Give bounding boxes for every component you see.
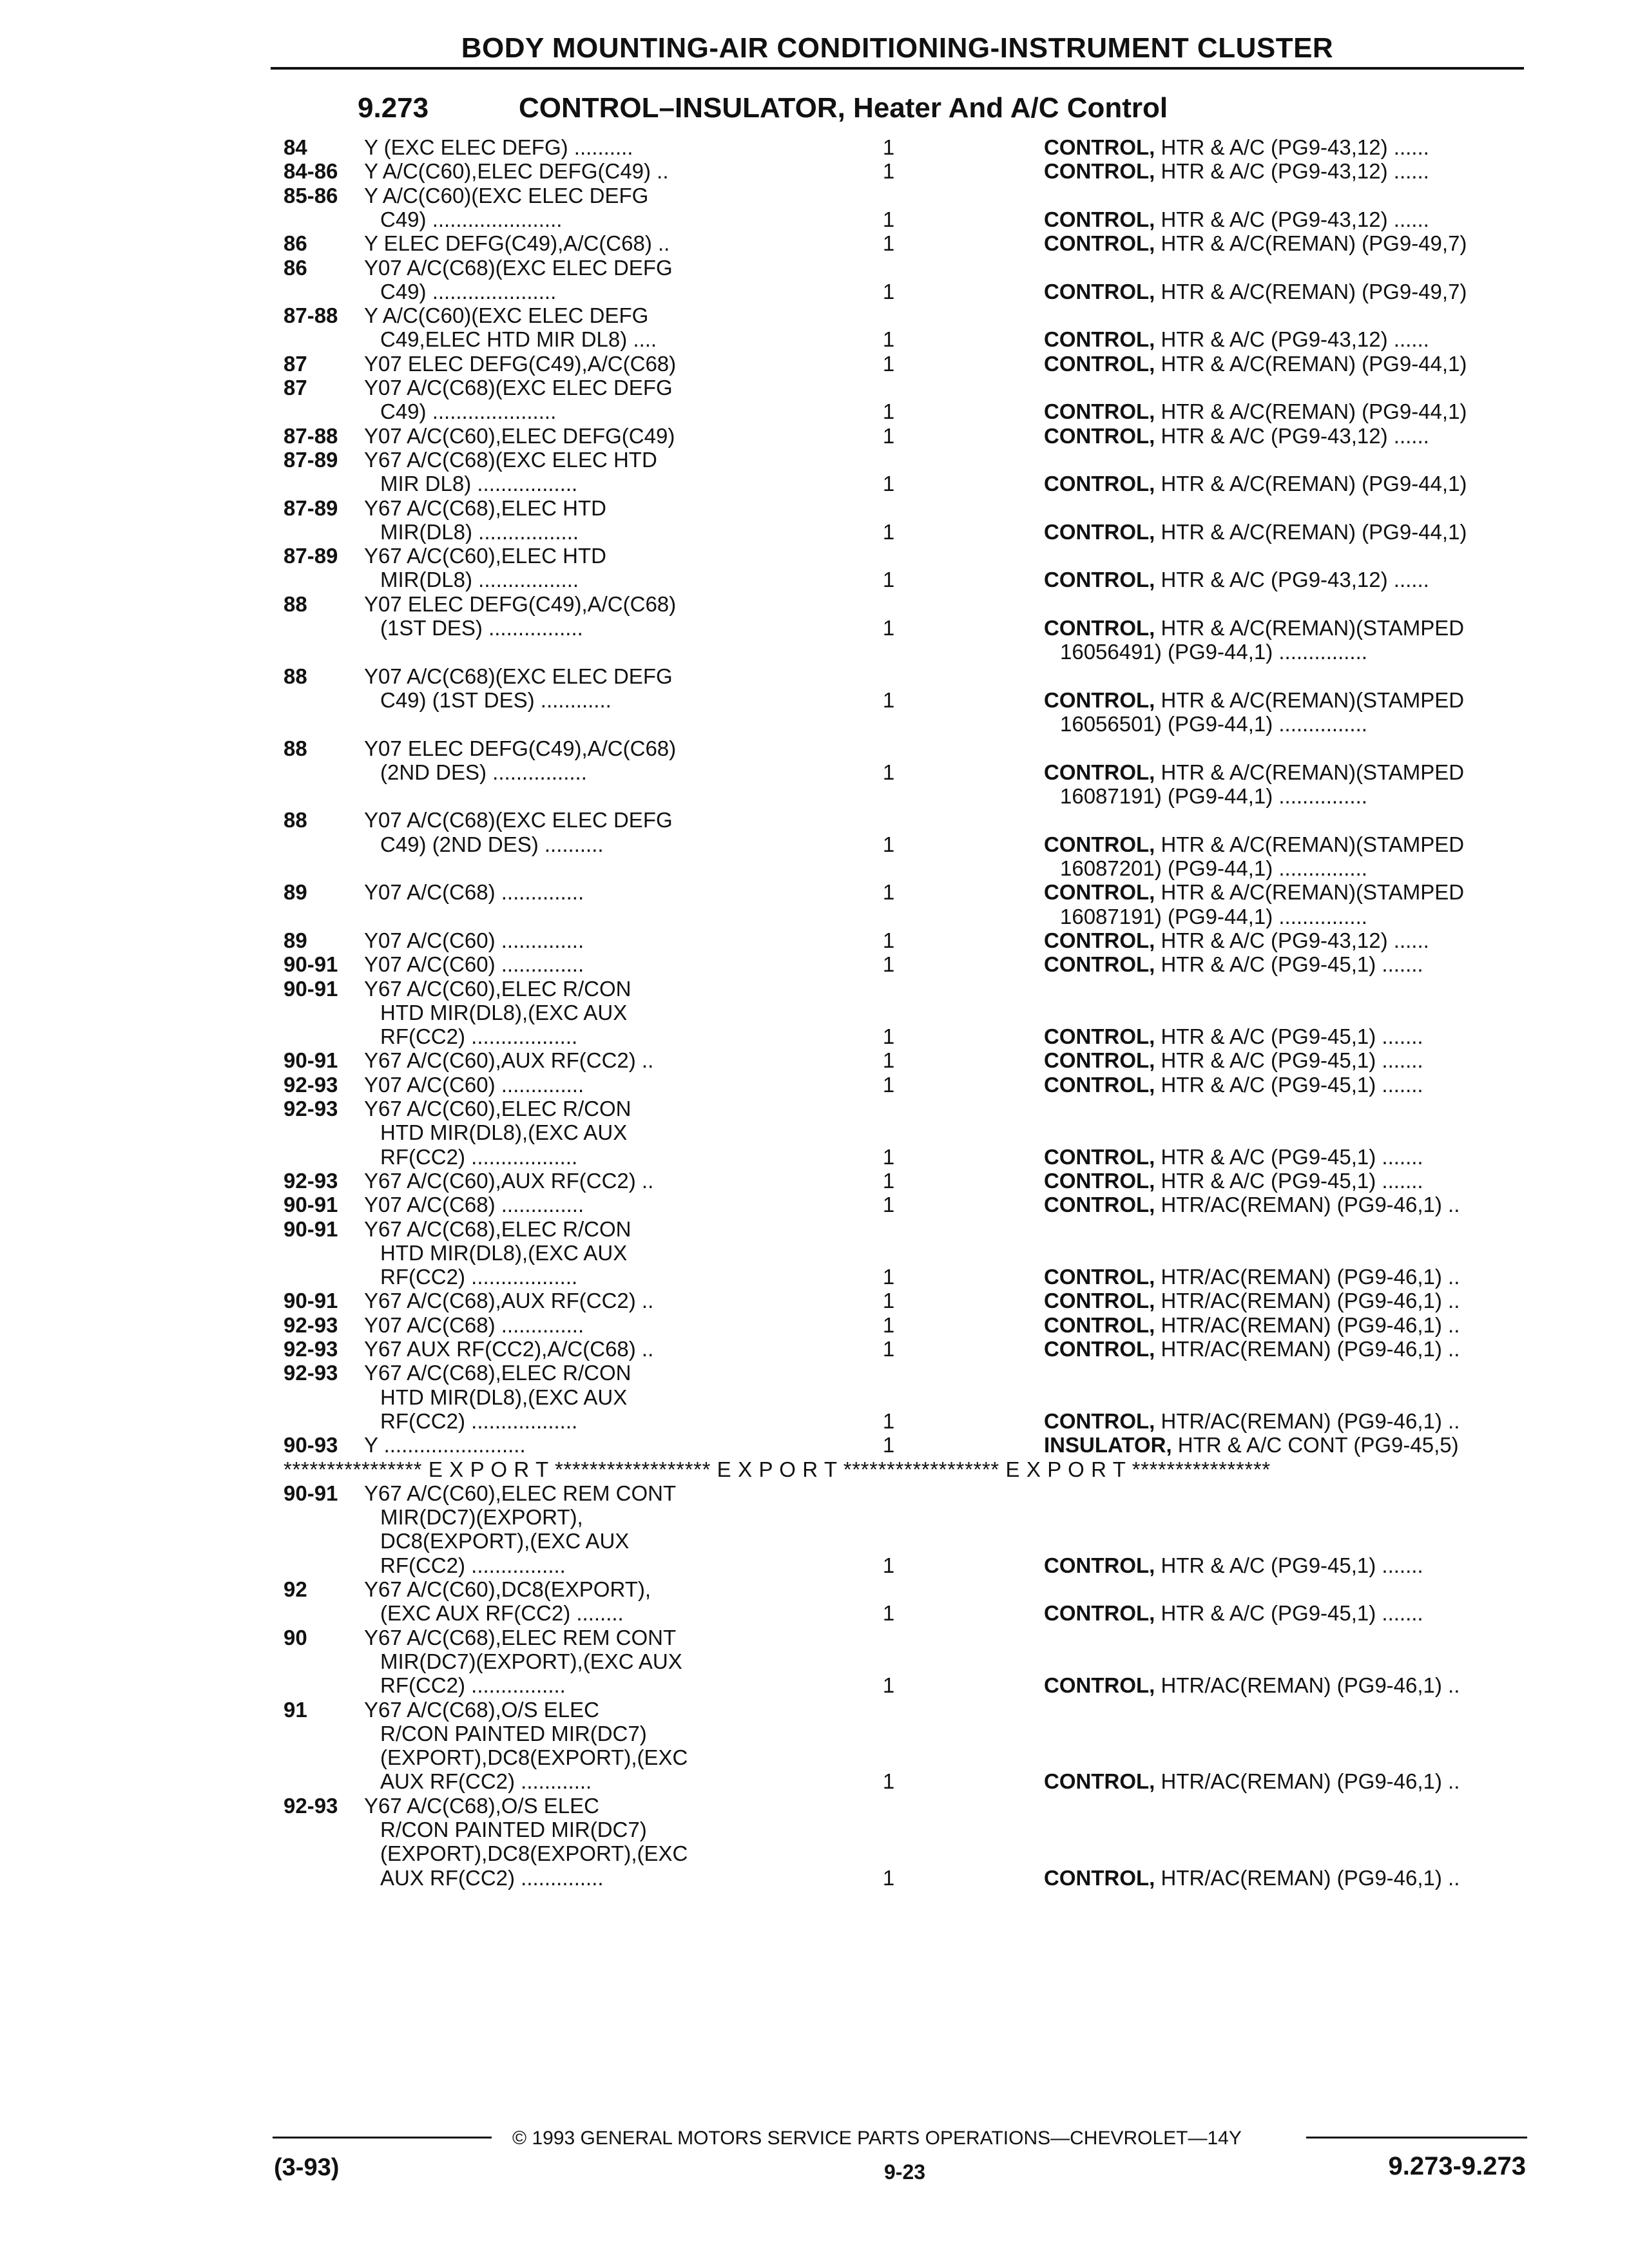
quantity: 1: [882, 519, 895, 544]
quantity: 1: [882, 1673, 895, 1698]
application-description: MIR(DC7)(EXPORT),(EXC AUX: [380, 1649, 682, 1673]
application-description: (EXPORT),DC8(EXPORT),(EXC: [380, 1841, 688, 1866]
model-years: 86: [284, 255, 307, 280]
part-name-keyword: CONTROL,: [1044, 687, 1155, 712]
part-name-keyword: CONTROL,: [1044, 1024, 1155, 1049]
application-description: Y (EXC ELEC DEFG) ..........: [364, 135, 633, 159]
application-description: (EXPORT),DC8(EXPORT),(EXC: [380, 1745, 688, 1770]
application-description: C49) ......................: [380, 207, 563, 231]
part-name: [1044, 616, 1464, 640]
application-description: MIR(DL8) .................: [380, 519, 579, 544]
part-name-keyword: CONTROL,: [1044, 327, 1155, 352]
part-name: [1044, 1601, 1423, 1626]
part-name: [1044, 1433, 1459, 1457]
part-name-detail: HTR & A/C(REMAN) (PG9-44,1): [1161, 399, 1467, 424]
quantity: 1: [882, 207, 895, 231]
model-years: 92-93: [284, 1097, 338, 1120]
quantity: 1: [882, 616, 895, 640]
model-years: 90-91: [284, 1216, 338, 1241]
application-description: Y67 A/C(C68),O/S ELEC: [364, 1793, 599, 1818]
quantity: 1: [882, 760, 895, 784]
part-name: [1044, 1073, 1423, 1097]
quantity: 1: [882, 1337, 895, 1361]
application-description: Y67 A/C(C68),ELEC R/CON: [364, 1361, 631, 1385]
part-name-detail: HTR & A/C (PG9-43,12) ......: [1161, 423, 1429, 448]
part-name-detail: HTR/AC(REMAN) (PG9-46,1) ..: [1161, 1408, 1460, 1433]
quantity: 1: [882, 472, 895, 496]
part-name: [1044, 1553, 1423, 1578]
part-name: [1044, 952, 1423, 977]
model-years: 90-91: [284, 1289, 338, 1313]
part-name-keyword: CONTROL,: [1044, 1553, 1155, 1577]
part-name-keyword: CONTROL,: [1044, 1769, 1155, 1794]
part-name-detail: HTR & A/C (PG9-43,12) ......: [1161, 135, 1429, 159]
application-description: C49,ELEC HTD MIR DL8) ....: [380, 327, 657, 352]
part-name: [1044, 688, 1464, 713]
quantity: 1: [882, 568, 895, 592]
part-name: [1044, 1169, 1423, 1193]
model-years: 88: [284, 664, 307, 688]
application-description: Y67 A/C(C60),ELEC R/CON: [364, 1097, 631, 1120]
model-years: 87-89: [284, 544, 338, 568]
quantity: 1: [882, 159, 895, 184]
model-years: 90-93: [284, 1433, 338, 1457]
header-title: BODY MOUNTING-AIR CONDITIONING-INSTRUMENT CLUSTER: [461, 32, 1334, 64]
part-name-detail: HTR & A/C CONT (PG9-45,5): [1177, 1433, 1459, 1457]
part-name-keyword: CONTROL,: [1044, 1144, 1155, 1169]
footer-rule-left: [273, 2137, 492, 2138]
part-name-detail: HTR & A/C(REMAN) (PG9-49,7): [1161, 231, 1467, 256]
part-name-detail: HTR & A/C(REMAN) (PG9-44,1): [1161, 519, 1467, 544]
model-years: 90-91: [284, 1193, 338, 1217]
application-description: AUX RF(CC2) ..............: [380, 1865, 604, 1890]
quantity: 1: [882, 351, 895, 376]
part-name: [1044, 760, 1464, 785]
part-name-keyword: CONTROL,: [1044, 519, 1155, 544]
application-description: Y A/C(C60)(EXC ELEC DEFG: [364, 183, 649, 207]
part-name-detail: HTR/AC(REMAN) (PG9-46,1) ..: [1161, 1289, 1460, 1313]
quantity: 1: [882, 1024, 895, 1049]
quantity: 1: [882, 1265, 895, 1289]
quantity: 1: [882, 687, 895, 712]
part-name-detail: HTR & A/C (PG9-45,1) .......: [1161, 1168, 1423, 1193]
model-years: 92-93: [284, 1361, 338, 1385]
application-description: Y07 A/C(C60) ..............: [364, 952, 584, 977]
quantity: 1: [882, 1168, 895, 1193]
part-name-detail: HTR/AC(REMAN) (PG9-46,1) ..: [1161, 1865, 1460, 1890]
application-description: Y67 A/C(C60),AUX RF(CC2) ..: [364, 1168, 654, 1193]
application-description: Y67 A/C(C68),ELEC REM CONT: [364, 1625, 677, 1649]
quantity: 1: [882, 279, 895, 303]
quantity: 1: [882, 1433, 895, 1457]
application-description: Y07 A/C(C60),ELEC DEFG(C49): [364, 423, 675, 448]
part-name-detail: HTR & A/C (PG9-45,1) .......: [1161, 1072, 1423, 1097]
part-name: [1044, 928, 1429, 953]
quantity: 1: [882, 1072, 895, 1097]
application-description: Y67 A/C(C60),DC8(EXPORT),: [364, 1577, 651, 1601]
model-years: 87: [284, 351, 307, 376]
part-name: [1044, 832, 1464, 857]
part-name-detail: HTR & A/C(REMAN)(STAMPED: [1161, 687, 1465, 712]
part-name-detail: HTR & A/C (PG9-45,1) .......: [1161, 1144, 1423, 1169]
part-name-keyword: CONTROL,: [1044, 207, 1155, 231]
footer-rule-right: [1306, 2137, 1527, 2138]
quantity: 1: [882, 952, 895, 977]
application-description: Y67 A/C(C60),ELEC REM CONT: [364, 1481, 677, 1505]
control-description-continued: 16087191) (PG9-44,1) ...............: [1060, 784, 1367, 809]
application-description: Y07 A/C(C68)(EXC ELEC DEFG: [364, 808, 673, 832]
application-description: Y67 A/C(C68),AUX RF(CC2) ..: [364, 1289, 654, 1313]
footer-copyright: © 1993 GENERAL MOTORS SERVICE PARTS OPERATIONS—CHEVROLET—14Y: [512, 2128, 1242, 2149]
application-description: MIR DL8) .................: [380, 472, 578, 496]
application-description: Y67 A/C(C60),ELEC HTD: [364, 544, 606, 568]
part-name-keyword: CONTROL,: [1044, 616, 1155, 640]
model-years: 84-86: [284, 159, 338, 184]
part-name: [1044, 1337, 1460, 1361]
quantity: 1: [882, 423, 895, 448]
part-name-detail: HTR & A/C (PG9-45,1) .......: [1161, 952, 1423, 977]
application-description: (2ND DES) ................: [380, 760, 587, 784]
part-name-keyword: CONTROL,: [1044, 399, 1155, 424]
part-name-keyword: CONTROL,: [1044, 1193, 1155, 1217]
application-description: Y67 AUX RF(CC2),A/C(C68) ..: [364, 1337, 654, 1361]
part-name-detail: HTR/AC(REMAN) (PG9-46,1) ..: [1161, 1769, 1460, 1794]
application-description: Y67 A/C(C68),ELEC R/CON: [364, 1216, 631, 1241]
application-description: RF(CC2) ..................: [380, 1144, 578, 1169]
application-description: Y07 A/C(C68)(EXC ELEC DEFG: [364, 376, 673, 399]
part-name: [1044, 135, 1429, 160]
part-name-detail: HTR & A/C (PG9-45,1) .......: [1161, 1024, 1423, 1049]
footer-date: (3-93): [274, 2154, 340, 2181]
part-name-detail: HTR & A/C (PG9-43,12) ......: [1161, 928, 1429, 952]
part-name-keyword: CONTROL,: [1044, 1601, 1155, 1626]
model-years: 88: [284, 736, 307, 760]
model-years: 89: [284, 880, 307, 905]
model-years: 87-88: [284, 303, 338, 328]
section-title: CONTROL–INSULATOR, Heater And A/C Control: [519, 92, 1168, 124]
model-years: 92-93: [284, 1312, 338, 1337]
part-name-detail: HTR & A/C(REMAN) (PG9-44,1): [1161, 351, 1467, 376]
application-description: RF(CC2) ................: [380, 1553, 566, 1577]
part-name-detail: HTR & A/C(REMAN)(STAMPED: [1161, 760, 1465, 784]
part-name-keyword: CONTROL,: [1044, 159, 1155, 184]
application-description: Y07 A/C(C68) ..............: [364, 1193, 584, 1217]
model-years: 90: [284, 1625, 307, 1649]
model-years: 91: [284, 1697, 307, 1722]
part-name-keyword: CONTROL,: [1044, 423, 1155, 448]
application-description: MIR(DL8) .................: [380, 568, 579, 592]
part-name-detail: HTR/AC(REMAN) (PG9-46,1) ..: [1161, 1193, 1460, 1217]
quantity: 1: [882, 880, 895, 905]
control-description-continued: 16087191) (PG9-44,1) ...............: [1060, 904, 1367, 928]
application-description: (EXC AUX RF(CC2) ........: [380, 1601, 624, 1626]
quantity: 1: [882, 832, 895, 856]
model-years: 90-91: [284, 952, 338, 977]
part-name: [1044, 1193, 1460, 1217]
quantity: 1: [882, 231, 895, 256]
part-name: [1044, 1769, 1460, 1794]
control-description-continued: 16087201) (PG9-44,1) ...............: [1060, 856, 1367, 880]
part-name-detail: HTR & A/C(REMAN)(STAMPED: [1161, 832, 1465, 856]
part-name-keyword: CONTROL,: [1044, 832, 1155, 856]
application-description: Y A/C(C60),ELEC DEFG(C49) ..: [364, 159, 669, 184]
quantity: 1: [882, 1193, 895, 1217]
application-description: Y07 A/C(C60) ..............: [364, 928, 584, 952]
part-name: [1044, 207, 1429, 232]
application-description: Y67 A/C(C60),ELEC R/CON: [364, 976, 631, 1001]
part-name-keyword: CONTROL,: [1044, 1168, 1155, 1193]
quantity: 1: [882, 327, 895, 352]
page-header: [271, 32, 1524, 70]
part-name-keyword: CONTROL,: [1044, 472, 1155, 496]
model-years: 87-89: [284, 495, 338, 520]
model-years: 92-93: [284, 1072, 338, 1097]
part-name-keyword: CONTROL,: [1044, 880, 1155, 905]
application-description: Y07 ELEC DEFG(C49),A/C(C68): [364, 736, 677, 760]
quantity: 1: [882, 1144, 895, 1169]
quantity: 1: [882, 928, 895, 952]
application-description: Y07 A/C(C68)(EXC ELEC DEFG: [364, 664, 673, 688]
quantity: 1: [882, 1312, 895, 1337]
application-description: RF(CC2) ..................: [380, 1408, 578, 1433]
quantity: 1: [882, 1408, 895, 1433]
application-description: Y07 A/C(C60) ..............: [364, 1072, 584, 1097]
control-description-continued: 16056491) (PG9-44,1) ...............: [1060, 640, 1367, 664]
part-name: [1044, 1265, 1460, 1289]
part-name-keyword: INSULATOR,: [1044, 1433, 1172, 1457]
section-heading: [358, 92, 1168, 124]
application-description: HTD MIR(DL8),(EXC AUX: [380, 1240, 628, 1265]
application-description: Y A/C(C60)(EXC ELEC DEFG: [364, 303, 649, 328]
application-description: Y ELEC DEFG(C49),A/C(C68) ..: [364, 231, 670, 256]
application-description: Y07 ELEC DEFG(C49),A/C(C68): [364, 591, 677, 616]
part-name-detail: HTR & A/C (PG9-45,1) .......: [1161, 1048, 1423, 1073]
model-years: 85-86: [284, 183, 338, 207]
application-description: Y07 A/C(C68) ..............: [364, 1312, 584, 1337]
part-name-detail: HTR/AC(REMAN) (PG9-46,1) ..: [1161, 1337, 1460, 1361]
model-years: 86: [284, 231, 307, 256]
part-name-keyword: CONTROL,: [1044, 1265, 1155, 1289]
part-name-detail: HTR & A/C (PG9-43,12) ......: [1161, 207, 1429, 231]
model-years: 89: [284, 928, 307, 952]
application-description: Y67 A/C(C68)(EXC ELEC HTD: [364, 447, 657, 472]
part-name-detail: HTR & A/C(REMAN) (PG9-49,7): [1161, 279, 1467, 303]
application-description: RF(CC2) ................: [380, 1673, 566, 1698]
part-name: [1044, 1024, 1423, 1049]
application-description: Y ........................: [364, 1433, 526, 1457]
part-name: [1044, 1289, 1460, 1313]
part-name: [1044, 399, 1467, 424]
application-description: MIR(DC7)(EXPORT),: [380, 1505, 583, 1530]
part-name: [1044, 280, 1467, 304]
model-years: 87: [284, 376, 307, 399]
part-name-detail: HTR & A/C (PG9-45,1) .......: [1161, 1601, 1423, 1626]
application-description: HTD MIR(DL8),(EXC AUX: [380, 1120, 628, 1145]
part-name-keyword: CONTROL,: [1044, 1048, 1155, 1073]
model-years: 92-93: [284, 1793, 338, 1818]
model-years: 90-91: [284, 1481, 338, 1505]
application-description: Y67 A/C(C68),ELEC HTD: [364, 495, 606, 520]
part-name: [1044, 424, 1429, 448]
part-name-keyword: CONTROL,: [1044, 760, 1155, 784]
part-name: [1044, 1048, 1423, 1073]
model-years: 90-91: [284, 1048, 338, 1073]
part-name-detail: HTR & A/C (PG9-43,12) ......: [1161, 327, 1429, 352]
part-name-keyword: CONTROL,: [1044, 135, 1155, 159]
application-description: Y07 A/C(C68) ..............: [364, 880, 584, 905]
part-name-detail: HTR/AC(REMAN) (PG9-46,1) ..: [1161, 1673, 1460, 1698]
quantity: 1: [882, 1048, 895, 1073]
part-name-detail: HTR/AC(REMAN) (PG9-46,1) ..: [1161, 1265, 1460, 1289]
model-years: 90-91: [284, 976, 338, 1001]
application-description: RF(CC2) ..................: [380, 1024, 578, 1049]
model-years: 88: [284, 808, 307, 832]
part-name-keyword: CONTROL,: [1044, 1289, 1155, 1313]
part-name-keyword: CONTROL,: [1044, 952, 1155, 977]
quantity: 1: [882, 1769, 895, 1794]
part-name-keyword: CONTROL,: [1044, 231, 1155, 256]
part-name-keyword: CONTROL,: [1044, 1312, 1155, 1337]
application-description: C49) .....................: [380, 279, 557, 303]
part-name-keyword: CONTROL,: [1044, 1865, 1155, 1890]
part-name-keyword: CONTROL,: [1044, 1408, 1155, 1433]
part-name: [1044, 1409, 1460, 1434]
application-description: Y67 A/C(C60),AUX RF(CC2) ..: [364, 1048, 654, 1073]
footer-page-number: 9-23: [884, 2160, 926, 2184]
application-description: AUX RF(CC2) ............: [380, 1769, 592, 1794]
part-name: [1044, 1866, 1460, 1890]
part-name: [1044, 880, 1464, 905]
model-years: 88: [284, 591, 307, 616]
part-name-keyword: CONTROL,: [1044, 1673, 1155, 1698]
part-name-detail: HTR & A/C(REMAN)(STAMPED: [1161, 880, 1465, 905]
application-description: Y67 A/C(C68),O/S ELEC: [364, 1697, 599, 1722]
application-description: RF(CC2) ..................: [380, 1265, 578, 1289]
model-years: 92: [284, 1577, 307, 1601]
part-name-keyword: CONTROL,: [1044, 351, 1155, 376]
application-description: Y07 ELEC DEFG(C49),A/C(C68): [364, 351, 677, 376]
part-name-detail: HTR & A/C(REMAN)(STAMPED: [1161, 616, 1465, 640]
application-description: (1ST DES) ................: [380, 616, 583, 640]
export-separator-text: **************** E X P O R T ****************** E X P O R T ****************** E X P O R T ****************: [284, 1457, 1271, 1481]
part-name: [1044, 352, 1467, 376]
model-years: 92-93: [284, 1168, 338, 1193]
model-years: 87-88: [284, 423, 338, 448]
part-name-keyword: CONTROL,: [1044, 1337, 1155, 1361]
model-years: 92-93: [284, 1337, 338, 1361]
part-name: [1044, 231, 1467, 256]
control-description-continued: 16056501) (PG9-44,1) ...............: [1060, 712, 1367, 736]
application-description: Y07 A/C(C68)(EXC ELEC DEFG: [364, 255, 673, 280]
part-name-detail: HTR & A/C (PG9-45,1) .......: [1161, 1553, 1423, 1577]
application-description: C49) (1ST DES) ............: [380, 687, 612, 712]
quantity: 1: [882, 1553, 895, 1577]
part-name-keyword: CONTROL,: [1044, 928, 1155, 952]
application-description: C49) (2ND DES) ..........: [380, 832, 604, 856]
footer-section-range: 9.273-9.273: [1388, 2152, 1526, 2180]
part-name-detail: HTR/AC(REMAN) (PG9-46,1) ..: [1161, 1312, 1460, 1337]
part-name-detail: HTR & A/C (PG9-43,12) ......: [1161, 159, 1429, 184]
part-name-detail: HTR & A/C (PG9-43,12) ......: [1161, 568, 1429, 592]
model-years: 87-89: [284, 447, 338, 472]
quantity: 1: [882, 1601, 895, 1626]
part-name: [1044, 568, 1429, 592]
part-name: [1044, 520, 1467, 544]
application-description: R/CON PAINTED MIR(DC7): [380, 1721, 647, 1745]
quantity: 1: [882, 1865, 895, 1890]
part-name: [1044, 159, 1429, 184]
quantity: 1: [882, 1289, 895, 1313]
part-name: [1044, 327, 1429, 352]
part-name-keyword: CONTROL,: [1044, 568, 1155, 592]
model-years: 84: [284, 135, 307, 159]
application-description: HTD MIR(DL8),(EXC AUX: [380, 1000, 628, 1024]
quantity: 1: [882, 399, 895, 424]
application-description: HTD MIR(DL8),(EXC AUX: [380, 1385, 628, 1409]
quantity: 1: [882, 135, 895, 159]
application-description: R/CON PAINTED MIR(DC7): [380, 1818, 647, 1841]
part-name: [1044, 1673, 1460, 1698]
part-name-keyword: CONTROL,: [1044, 279, 1155, 303]
application-description: C49) .....................: [380, 399, 557, 424]
part-name-keyword: CONTROL,: [1044, 1072, 1155, 1097]
part-name: [1044, 472, 1467, 496]
part-name: [1044, 1313, 1460, 1338]
part-name: [1044, 1145, 1423, 1169]
application-description: DC8(EXPORT),(EXC AUX: [380, 1529, 630, 1553]
part-name-detail: HTR & A/C(REMAN) (PG9-44,1): [1161, 472, 1467, 496]
section-number: 9.273: [358, 92, 429, 124]
